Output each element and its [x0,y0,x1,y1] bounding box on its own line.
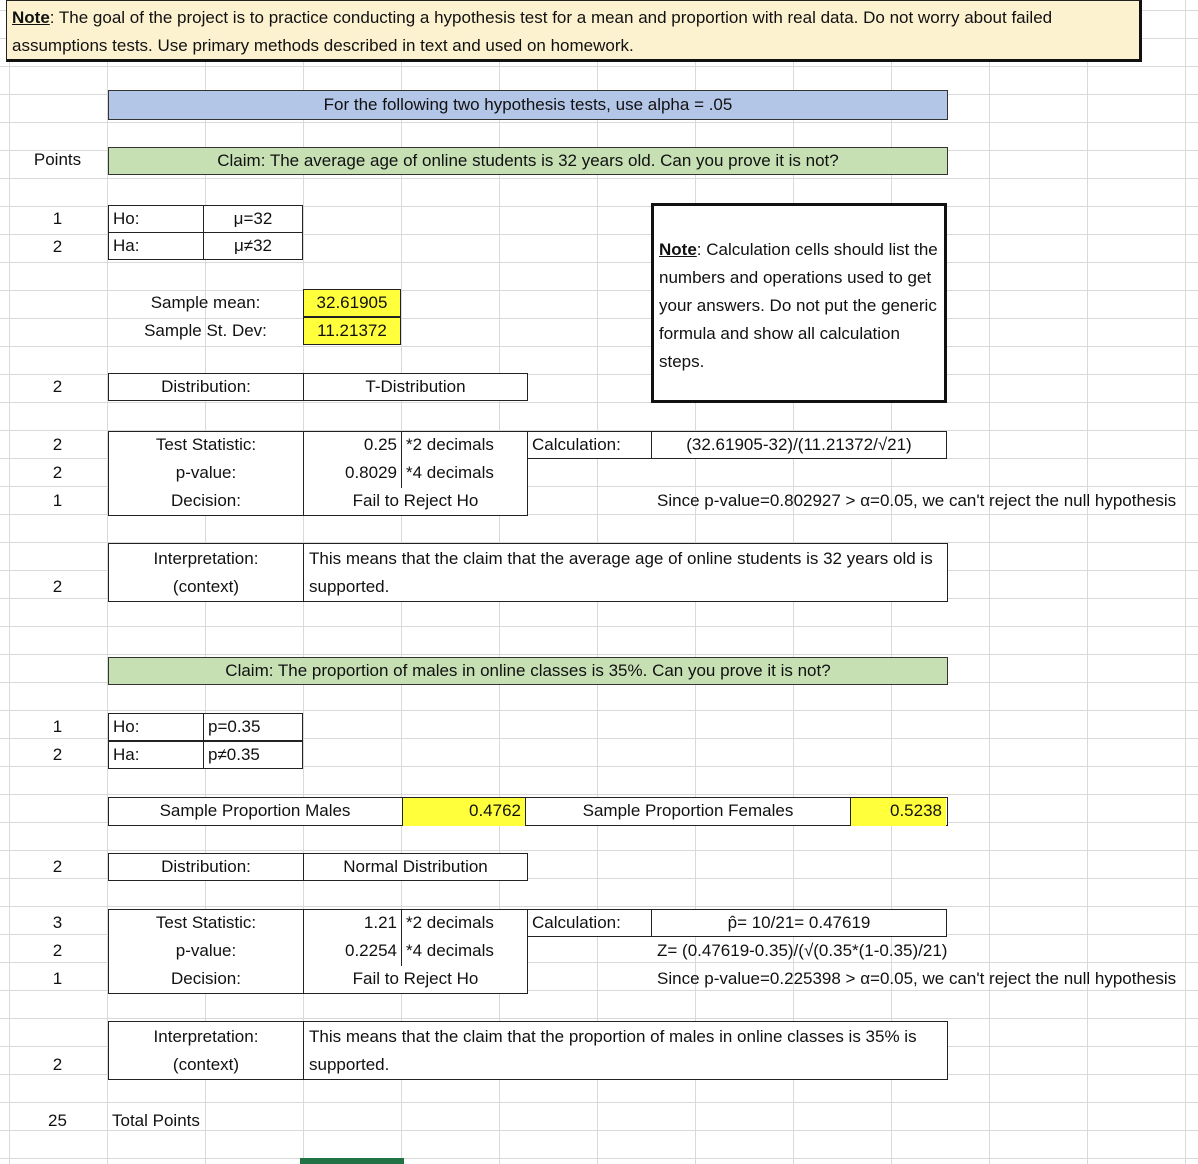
points-header[interactable]: Points [33,150,82,169]
ho-label-2[interactable]: Ho: [108,713,204,741]
interpretation-1[interactable]: This means that the claim that the average age of online students is 32 years old is supported. [303,543,948,602]
interp-label-2[interactable]: Interpretation: [153,1027,259,1046]
interp-context-label-1[interactable]: (context) [172,577,240,596]
distribution-label-2[interactable]: Distribution: [108,853,304,881]
interp-label-1[interactable]: Interpretation: [153,549,259,568]
pvalue-value-2[interactable]: 0.2254 [303,938,402,966]
points-2-dist[interactable]: 2 [52,857,63,876]
calc-value-1[interactable]: (32.61905-32)/(11.21372/√21) [651,431,947,459]
total-points-label[interactable]: Total Points [112,1111,200,1130]
decision-value-2[interactable]: Fail to Reject Ho [352,969,479,988]
top-note [6,0,1142,62]
alpha-banner[interactable]: For the following two hypothesis tests, use alpha = .05 [108,90,948,120]
distribution-value-1[interactable]: T-Distribution [303,373,528,401]
total-points-value[interactable]: 25 [48,1111,67,1130]
test-stat-value-2[interactable]: 1.21 [303,910,402,938]
ha-value-1[interactable]: μ≠32 [203,232,303,260]
calc-label-1[interactable]: Calculation: [527,431,653,459]
decision-label-1[interactable]: Decision: [171,491,241,510]
calc-note-label: Note [659,240,697,259]
points-1-interp[interactable]: 2 [52,577,63,596]
prop-females-label[interactable]: Sample Proportion Females [582,801,794,820]
prop-females-value[interactable]: 0.5238 [850,798,946,826]
sample-mean-value[interactable]: 32.61905 [303,289,401,317]
points-2-teststat[interactable]: 3 [52,913,63,932]
points-2-ha[interactable]: 2 [52,745,63,764]
points-2-pvalue[interactable]: 2 [52,941,63,960]
pvalue-value-1[interactable]: 0.8029 [303,460,402,488]
interpretation-2[interactable]: This means that the claim that the proportion of males in online classes is 35% is supported. [303,1021,948,1080]
calc-line-1-2[interactable]: p̂= 10/21= 0.47619 [651,909,947,937]
calculation-note-box[interactable] [651,203,947,403]
prop-males-label[interactable]: Sample Proportion Males [159,801,351,820]
test-stat-note-1[interactable]: *2 decimals [406,435,494,454]
claim-1-banner[interactable]: Claim: The average age of online students is 32 years old. Can you prove it is not? [108,147,948,175]
top-note-text: : The goal of the project is to practice conducting a hypothesis test for a mean and proportion with real data. Do not worry about failed assumptions tests. Use primary methods described in text and used on homework. [12,8,1053,55]
points-2-interp[interactable]: 2 [52,1055,63,1074]
points-1-ho[interactable]: 1 [52,209,63,228]
claim-2-banner[interactable]: Claim: The proportion of males in online classes is 35%. Can you prove it is not? [108,657,948,685]
test-stat-label-1[interactable]: Test Statistic: [155,435,257,454]
sample-sd-label[interactable]: Sample St. Dev: [144,321,267,340]
decision-reason-1[interactable]: Since p-value=0.802927 > α=0.05, we can't reject the null hypothesis [657,491,1177,510]
ho-value-2[interactable]: p=0.35 [203,713,303,741]
pvalue-note-2[interactable]: *4 decimals [406,941,494,960]
top-note-label: Note [12,8,50,27]
decision-label-2[interactable]: Decision: [171,969,241,988]
prop-males-value[interactable]: 0.4762 [402,798,526,826]
ha-label-2[interactable]: Ha: [108,741,204,769]
distribution-label-1[interactable]: Distribution: [108,373,304,401]
calc-label-2[interactable]: Calculation: [527,909,653,937]
pvalue-note-1[interactable]: *4 decimals [406,463,494,482]
ha-label-1[interactable]: Ha: [108,232,204,260]
pvalue-label-1[interactable]: p-value: [175,463,237,482]
points-2-decision[interactable]: 1 [52,969,63,988]
sheet-tab-indicator[interactable] [300,1158,404,1164]
test-stat-value-1[interactable]: 0.25 [303,432,402,460]
ho-label-1[interactable]: Ho: [108,205,204,233]
points-1-decision[interactable]: 1 [52,491,63,510]
distribution-value-2[interactable]: Normal Distribution [303,853,528,881]
pvalue-label-2[interactable]: p-value: [175,941,237,960]
ha-value-2[interactable]: p≠0.35 [203,741,303,769]
calc-note-text: : Calculation cells should list the numbers and operations used to get your answers. Do not put the generic formula and show all calculation steps. [659,240,938,371]
sample-sd-value[interactable]: 11.21372 [303,317,401,345]
test-stat-note-2[interactable]: *2 decimals [406,913,494,932]
points-1-pvalue[interactable]: 2 [52,463,63,482]
ho-value-1[interactable]: μ=32 [203,205,303,233]
interp-context-label-2[interactable]: (context) [172,1055,240,1074]
points-1-dist[interactable]: 2 [52,377,63,396]
decision-reason-2[interactable]: Since p-value=0.225398 > α=0.05, we can't reject the null hypothesis [657,969,1177,988]
sample-mean-label[interactable]: Sample mean: [150,293,261,312]
points-1-ha[interactable]: 2 [52,237,63,256]
points-2-ho[interactable]: 1 [52,717,63,736]
calc-line-2-2[interactable]: Z= (0.47619-0.35)/(√(0.35*(1-0.35)/21) [657,941,948,960]
test-stat-label-2[interactable]: Test Statistic: [155,913,257,932]
points-1-teststat[interactable]: 2 [52,435,63,454]
decision-value-1[interactable]: Fail to Reject Ho [352,491,479,510]
